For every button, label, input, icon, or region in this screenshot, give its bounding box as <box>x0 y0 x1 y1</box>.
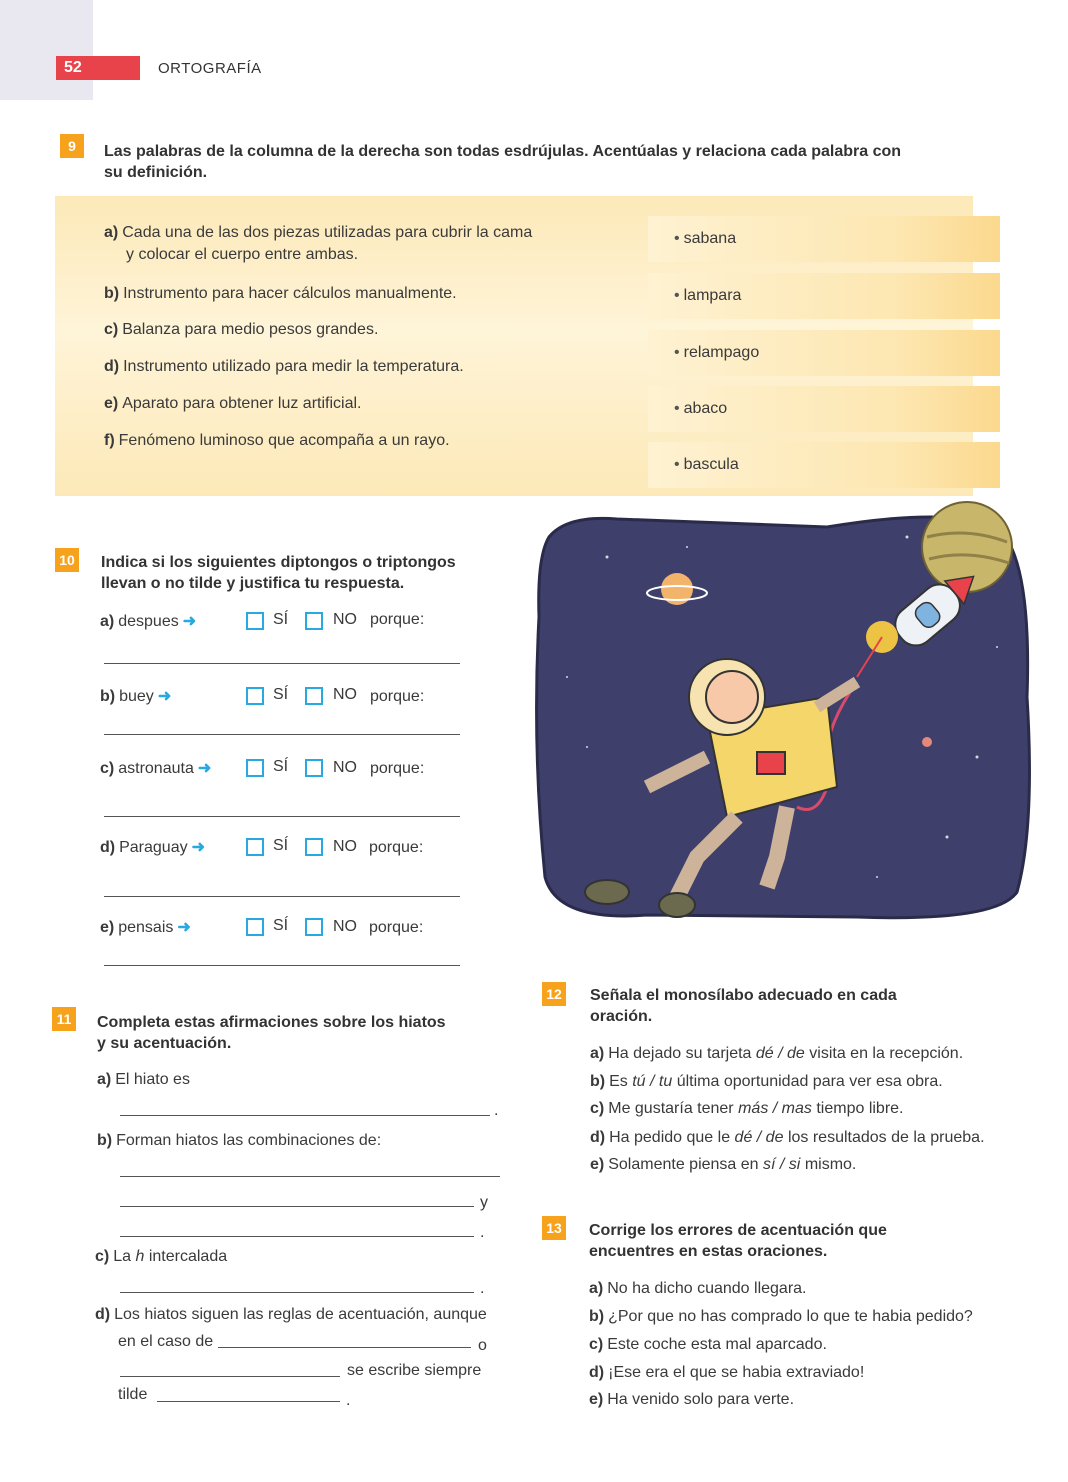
q9-number-badge: 9 <box>60 134 84 158</box>
q10-c-no-label: NO <box>333 759 357 776</box>
q9-word-sabana[interactable]: • sabana <box>648 216 1000 262</box>
q10-c-no-checkbox[interactable] <box>305 759 323 777</box>
q13-item-c: c) Este coche esta mal aparcado. <box>589 1336 827 1353</box>
q12-title <box>590 985 1010 1027</box>
q10-title-line1: Indica si los siguientes diptongos o triptongos <box>101 554 456 571</box>
q10-a-no-label: NO <box>333 611 357 628</box>
q11-c-period: . <box>480 1280 485 1297</box>
q12-title-line1: Señala el monosílabo adecuado en cada <box>590 987 897 1004</box>
page-corner-decoration <box>0 0 93 100</box>
q10-d-because-label: porque: <box>369 839 424 856</box>
q9-word-bascula[interactable]: • bascula <box>648 442 1000 488</box>
q11-title <box>97 1012 517 1054</box>
q11-b-answer-line-3[interactable] <box>120 1236 474 1237</box>
q10-d-answer-line[interactable] <box>104 896 460 897</box>
q9-word-relampago[interactable]: • relampago <box>648 330 1000 376</box>
q13-item-d: d) ¡Ese era el que se habia extraviado! <box>589 1364 865 1381</box>
q10-a-answer-line[interactable] <box>104 663 460 664</box>
q13-title-line1: Corrige los errores de acentuación que <box>589 1222 887 1239</box>
q13-item-a: a) No ha dicho cuando llegara. <box>589 1280 807 1297</box>
q10-d-yes-label: SÍ <box>273 837 289 854</box>
q11-d-period: . <box>346 1392 351 1409</box>
q9-word-abaco[interactable]: • abaco <box>648 386 1000 432</box>
q9-title-line1: Las palabras de la columna de la derecha son todas esdrújulas. Acentúalas y relaciona cada palabra con <box>104 143 902 160</box>
q13-item-e: e) Ha venido solo para verte. <box>589 1391 795 1408</box>
q11-a-answer-line[interactable] <box>120 1115 490 1116</box>
q9-definition-a: a) Cada una de las dos piezas utilizadas para cubrir la cama y colocar el cuerpo entre ambas. <box>104 224 533 263</box>
q13-title-line2: encuentres en estas oraciones. <box>589 1243 828 1260</box>
q9-definition-b: b) Instrumento para hacer cálculos manualmente. <box>104 285 457 302</box>
q10-b-no-checkbox[interactable] <box>305 687 323 705</box>
q11-item-b: b) Forman hiatos las combinaciones de: <box>97 1132 382 1149</box>
q9-title-line2: su definición. <box>104 164 208 181</box>
q10-item-d: d) Paraguay ➜ <box>100 839 206 856</box>
q10-title-line2: llevan o no tilde y justifica tu respuesta. <box>101 575 405 592</box>
section-title: ORTOGRAFÍA <box>158 60 262 77</box>
q13-item-b: b) ¿Por que no has comprado lo que te habia pedido? <box>589 1308 973 1325</box>
q10-b-no-label: NO <box>333 686 357 703</box>
q9-definition-e: e) Aparato para obtener luz artificial. <box>104 395 362 412</box>
q10-title <box>101 552 521 594</box>
q11-d-answer-line-3[interactable] <box>157 1401 340 1402</box>
q10-d-no-label: NO <box>333 838 357 855</box>
q10-a-yes-checkbox[interactable] <box>246 612 264 630</box>
q11-a-period: . <box>494 1102 499 1119</box>
astronaut-space-illustration <box>527 497 1039 922</box>
q9-definition-c: c) Balanza para medio pesos grandes. <box>104 321 379 338</box>
q11-b-period: . <box>480 1224 485 1241</box>
arrow-icon: ➜ <box>157 688 172 705</box>
q11-d-answer-line-2[interactable] <box>120 1376 340 1377</box>
q12-number-badge: 12 <box>542 982 566 1006</box>
q10-e-yes-label: SÍ <box>273 917 289 934</box>
q12-item-a: a) Ha dejado su tarjeta dé / de visita en la recepción. <box>590 1045 964 1062</box>
q11-item-a: a) El hiato es <box>97 1071 190 1088</box>
q10-d-yes-checkbox[interactable] <box>246 838 264 856</box>
q11-title-line2: y su acentuación. <box>97 1035 232 1052</box>
q10-c-answer-line[interactable] <box>104 816 460 817</box>
q11-b-answer-line-1[interactable] <box>120 1176 500 1177</box>
q10-e-because-label: porque: <box>369 919 424 936</box>
arrow-icon: ➜ <box>177 919 191 936</box>
q10-c-yes-checkbox[interactable] <box>246 759 264 777</box>
q11-d-or: o <box>478 1337 487 1354</box>
q10-item-a: a) despues ➜ <box>100 613 197 630</box>
q11-d-answer-line-1[interactable] <box>218 1347 471 1348</box>
q11-c-answer-line[interactable] <box>120 1292 474 1293</box>
q10-b-because-label: porque: <box>370 688 425 705</box>
q9-definition-f: f) Fenómeno luminoso que acompaña a un rayo. <box>104 432 450 449</box>
q11-d-line4: tilde <box>118 1386 148 1403</box>
q10-e-no-checkbox[interactable] <box>305 918 323 936</box>
q12-item-c: c) Me gustaría tener más / mas tiempo libre. <box>590 1100 904 1117</box>
page-number: 52 <box>56 56 140 80</box>
q13-title <box>589 1220 1009 1262</box>
q10-number-badge: 10 <box>55 548 79 572</box>
q10-item-e: e) pensais ➜ <box>100 919 191 936</box>
q10-c-yes-label: SÍ <box>273 758 289 775</box>
q11-b-and: y <box>480 1194 488 1211</box>
q10-a-no-checkbox[interactable] <box>305 612 323 630</box>
q11-d-line3: se escribe siempre <box>347 1362 482 1379</box>
q11-item-c: c) La h intercalada <box>95 1248 228 1265</box>
q10-e-answer-line[interactable] <box>104 965 460 966</box>
q13-number-badge: 13 <box>542 1216 566 1240</box>
q10-item-b: b) buey ➜ <box>100 688 172 705</box>
q10-item-c: c) astronauta ➜ <box>100 760 212 777</box>
arrow-icon: ➜ <box>182 613 197 630</box>
q9-definition-d: d) Instrumento utilizado para medir la temperatura. <box>104 358 464 375</box>
arrow-icon: ➜ <box>191 839 206 856</box>
q10-a-because-label: porque: <box>370 611 425 628</box>
q11-b-answer-line-2[interactable] <box>120 1206 474 1207</box>
q9-word-lampara[interactable]: • lampara <box>648 273 1000 319</box>
q9-title <box>104 141 984 183</box>
arrow-icon: ➜ <box>197 760 212 777</box>
q10-b-yes-label: SÍ <box>273 686 289 703</box>
q11-item-d: d) Los hiatos siguen las reglas de acentuación, aunque <box>95 1306 487 1323</box>
q10-a-yes-label: SÍ <box>273 611 289 628</box>
q10-b-answer-line[interactable] <box>104 734 460 735</box>
q11-number-badge: 11 <box>52 1007 76 1031</box>
q10-e-no-label: NO <box>333 918 357 935</box>
q10-e-yes-checkbox[interactable] <box>246 918 264 936</box>
q12-title-line2: oración. <box>590 1008 653 1025</box>
q11-title-line1: Completa estas afirmaciones sobre los hiatos <box>97 1014 446 1031</box>
q11-d-line2: en el caso de <box>118 1333 214 1350</box>
q12-item-b: b) Es tú / tu última oportunidad para ver esa obra. <box>590 1073 943 1090</box>
q12-item-d: d) Ha pedido que le dé / de los resultados de la prueba. <box>590 1129 985 1146</box>
q12-item-e: e) Solamente piensa en sí / si mismo. <box>590 1156 857 1173</box>
q10-d-no-checkbox[interactable] <box>305 838 323 856</box>
q10-c-because-label: porque: <box>370 760 425 777</box>
q10-b-yes-checkbox[interactable] <box>246 687 264 705</box>
